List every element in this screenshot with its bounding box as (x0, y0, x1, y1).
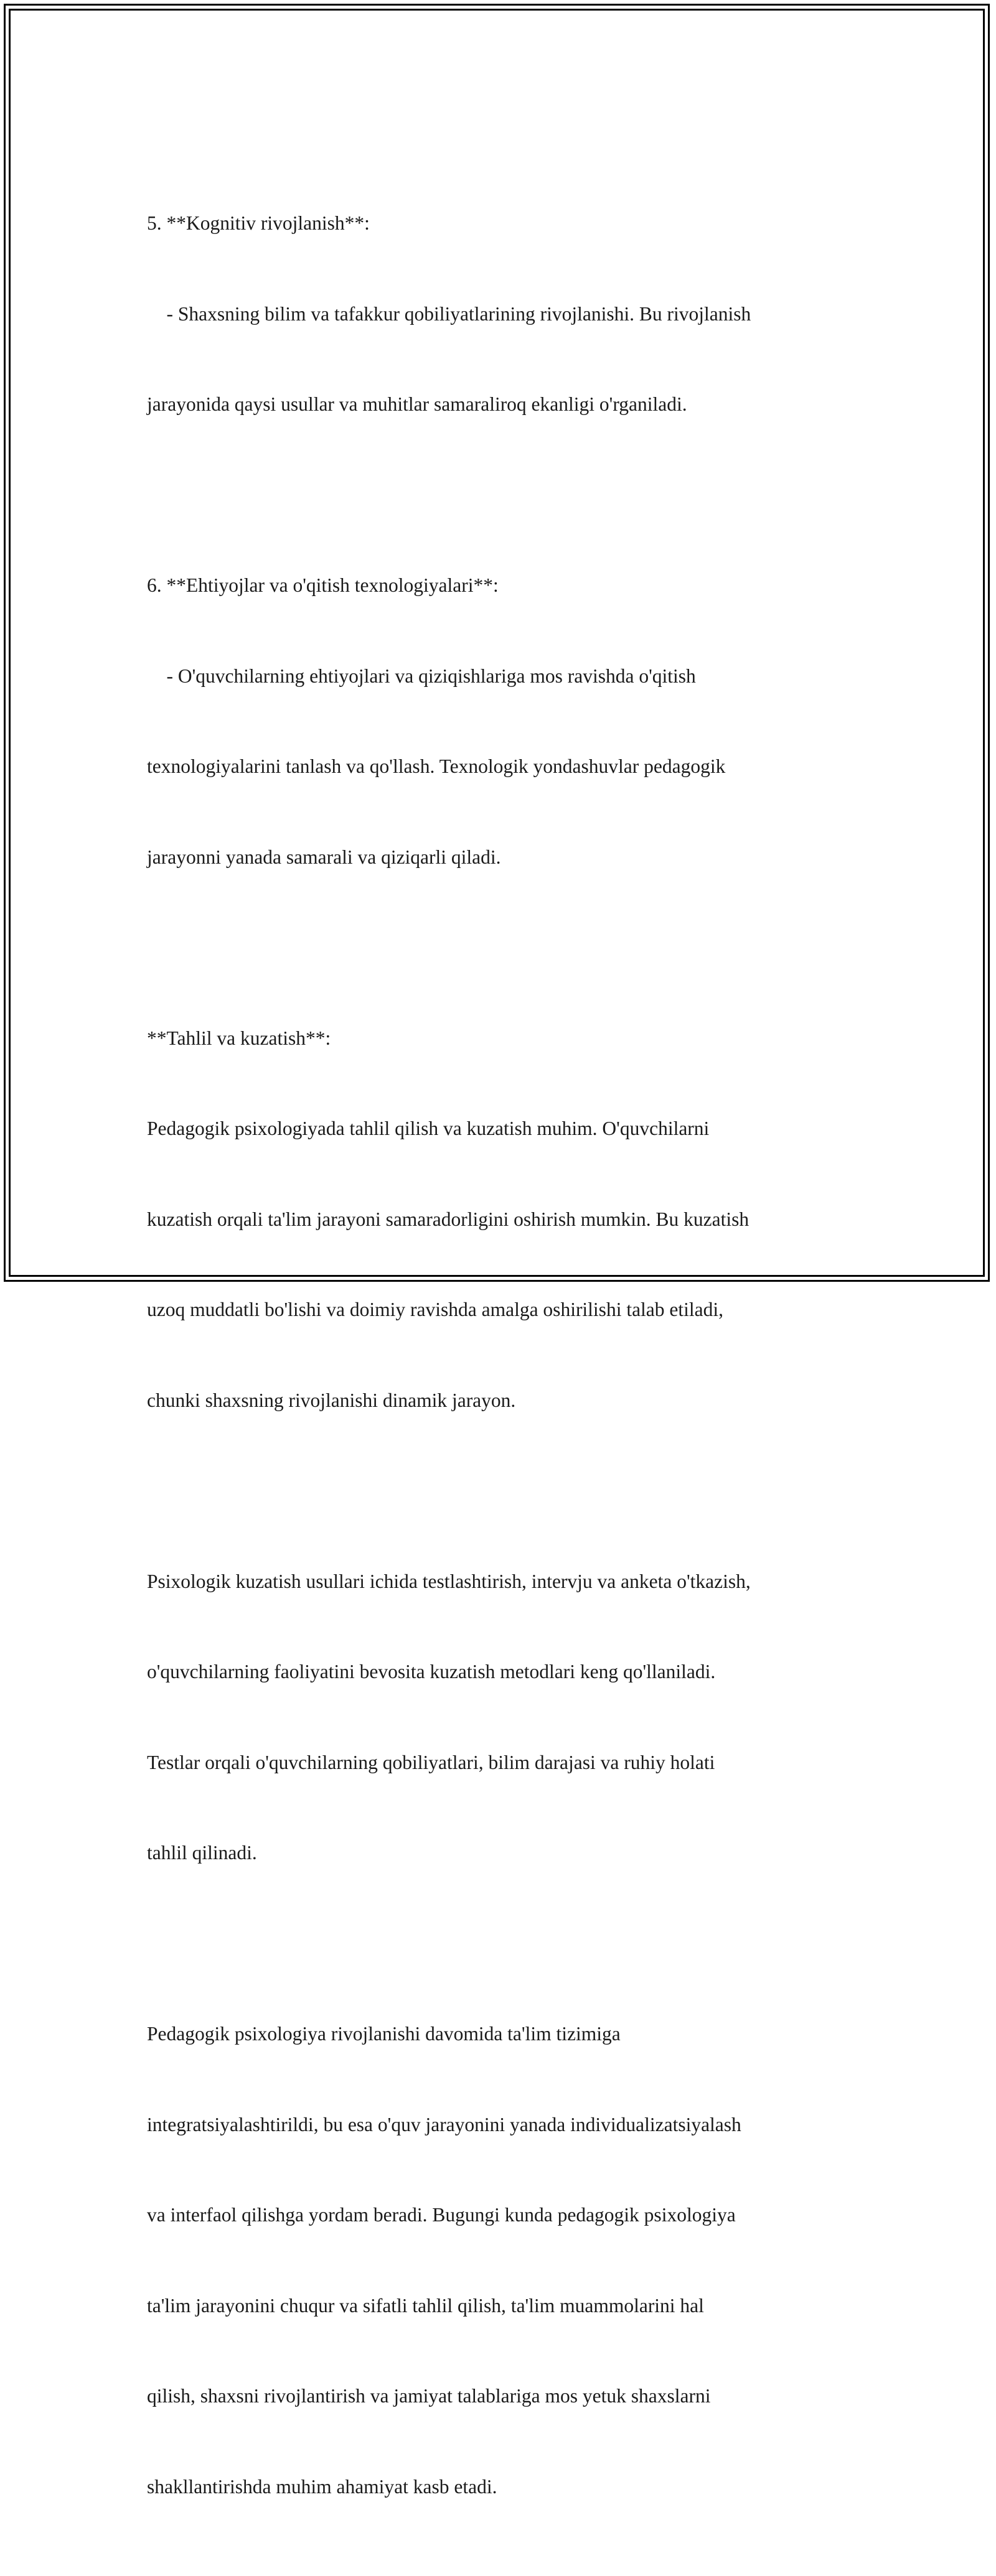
text-line: va interfaol qilishga yordam beradi. Bugungi kunda pedagogik psixologiya (147, 2204, 736, 2226)
text-line: Testlar orqali o'quvchilarning qobiliyatlari, bilim darajasi va ruhiy holati (147, 1751, 715, 1773)
section-heading: **Tahlil va kuzatish**: (147, 1027, 331, 1049)
text-line: tahlil qilinadi. (147, 1842, 257, 1864)
text-line: - O'quvchilarning ehtiyojlari va qiziqishlariga mos ravishda o'qitish (147, 665, 696, 687)
section-tahlil-va-kuzatish (147, 963, 857, 1477)
text-line: uzoq muddatli bo'lishi va doimiy ravishda amalga oshirilishi talab etiladi, (147, 1299, 724, 1320)
text-line: qilish, shaxsni rivojlantirish va jamiyat talablariga mos yetuk shaxslarni (147, 2385, 711, 2407)
text-line: integratsiyalashtirildi, bu esa o'quv jarayonini yanada individualizatsiyalash (147, 2113, 741, 2135)
paragraph-pedagogik-psixologiya (147, 1959, 857, 2562)
text-line: Pedagogik psixologiya rivojlanishi davomida ta'lim tizimiga (147, 2023, 621, 2045)
document-body (147, 148, 857, 2576)
text-line: kuzatish orqali ta'lim jarayoni samaradorligini oshirish mumkin. Bu kuzatish (147, 1208, 749, 1230)
text-line: texnologiyalarini tanlash va qo'llash. Texnologik yondashuvlar pedagogik (147, 755, 726, 777)
section-heading: 5. **Kognitiv rivojlanish**: (147, 212, 370, 234)
text-line: ta'lim jarayonini chuqur va sifatli tahlil qilish, ta'lim muammolarini hal (147, 2294, 704, 2317)
section-heading: 6. **Ehtiyojlar va o'qitish texnologiyalari**: (147, 574, 499, 596)
section-kognitiv-rivojlanish (147, 148, 857, 480)
text-line: shakllantirishda muhim ahamiyat kasb etadi. (147, 2475, 497, 2498)
text-line: jarayonida qaysi usullar va muhitlar samaraliroq ekanligi o'rganiladi. (147, 393, 687, 415)
text-line: chunki shaxsning rivojlanishi dinamik jarayon. (147, 1389, 516, 1411)
text-line: jarayonni yanada samarali va qiziqarli qiladi. (147, 846, 501, 868)
text-line: - Shaxsning bilim va tafakkur qobiliyatlarining rivojlanishi. Bu rivojlanish (147, 302, 751, 325)
text-line: Pedagogik psixologiyada tahlil qilish va kuzatish muhim. O'quvchilarni (147, 1118, 710, 1139)
section-ehtiyojlar (147, 510, 857, 933)
text-line: Psixologik kuzatish usullari ichida testlashtirish, intervju va anketa o'tkazish, (147, 1570, 751, 1592)
text-line: o'quvchilarning faoliyatini bevosita kuzatish metodlari keng qo'llaniladi. (147, 1661, 716, 1682)
paragraph-kuzatish-usullari (147, 1506, 857, 1929)
